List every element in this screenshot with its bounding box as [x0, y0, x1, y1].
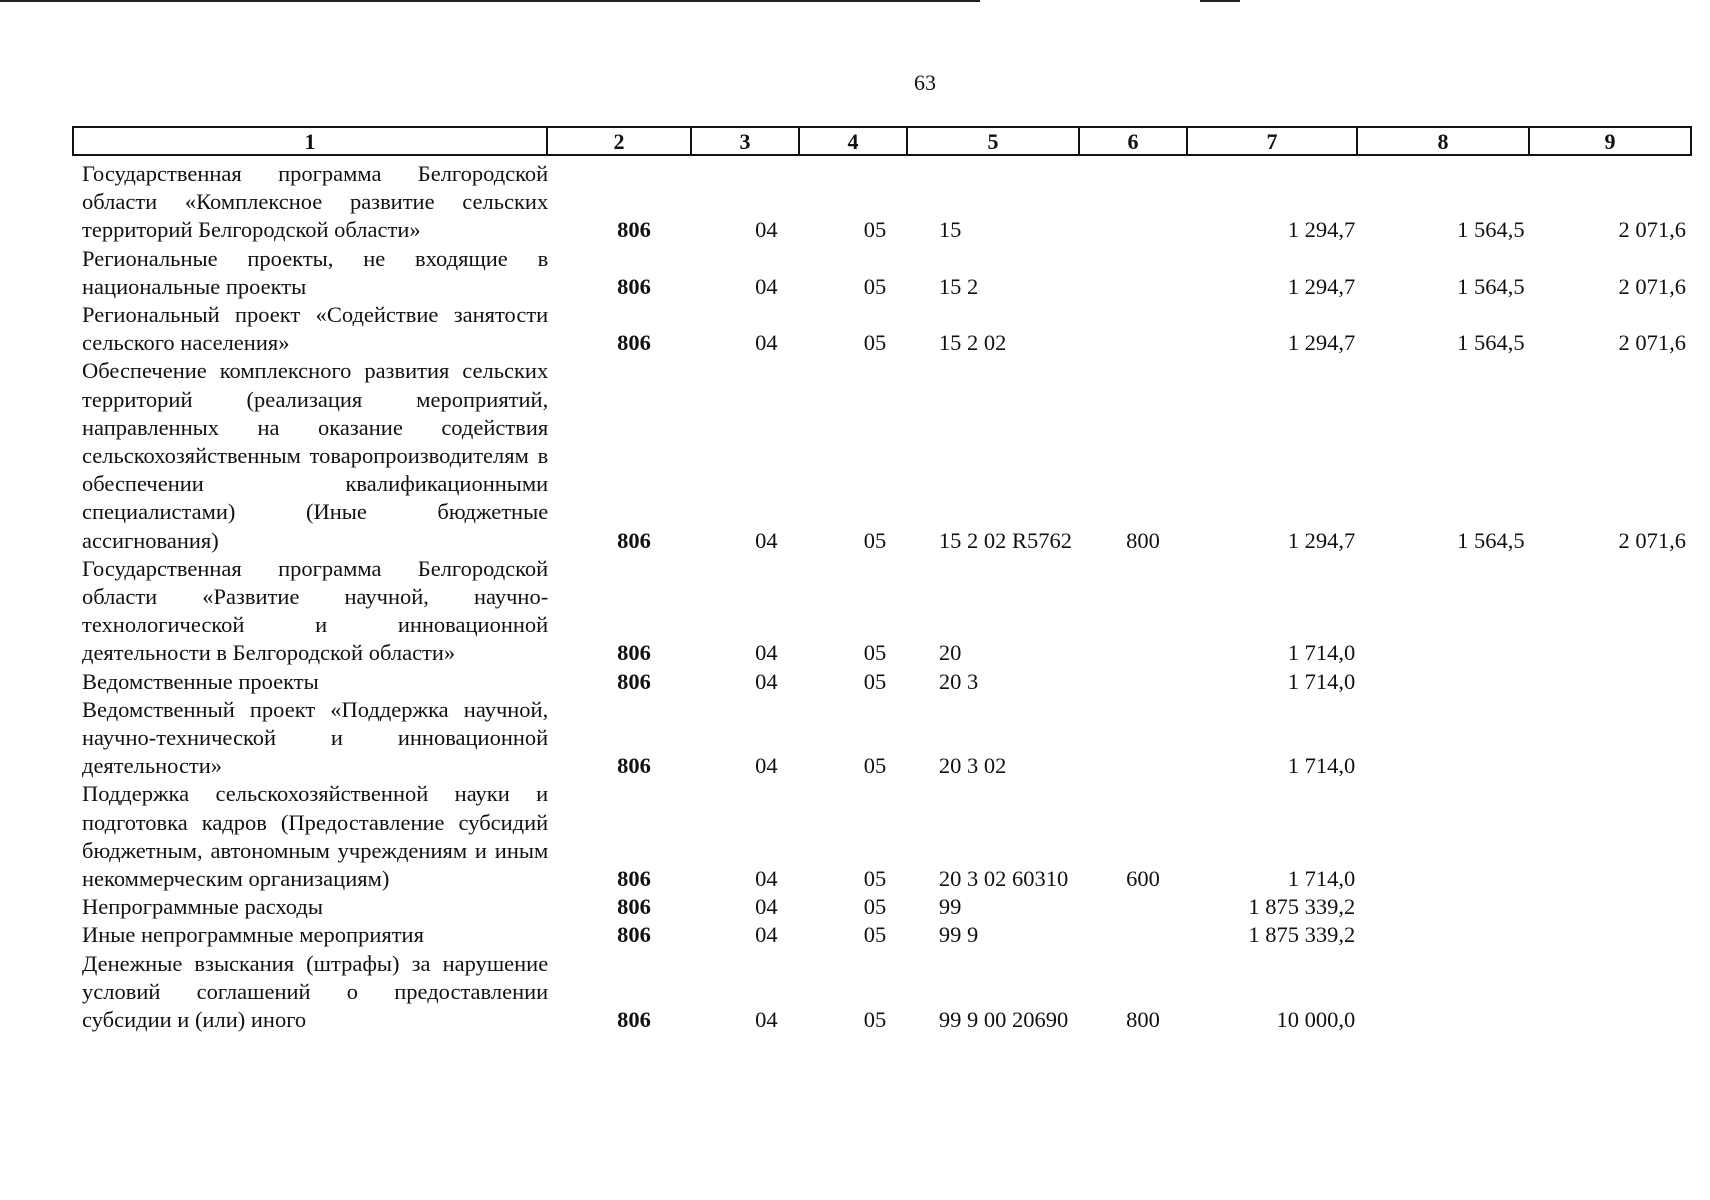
row-target-article: 99 9 00 20690	[938, 1007, 1069, 1033]
header-col-4: 4	[800, 128, 908, 154]
page-number: 63	[914, 70, 936, 95]
row-subsection: 05	[863, 273, 887, 299]
row-section: 04	[755, 1007, 778, 1033]
row-subsection: 05	[863, 217, 887, 243]
table-header-row	[72, 126, 1692, 156]
header-col-8: 8	[1358, 128, 1530, 154]
header-col-6: 6	[1080, 128, 1188, 154]
table-row	[72, 668, 1692, 696]
row-ved-code: 806	[617, 273, 651, 299]
row-section: 04	[755, 922, 778, 948]
row-name: Обеспечение комплексного развития сельских территорий (реализация мероприятий, направленных на оказание содействия сельскохозяйственным товаропроизводителям в обеспечении квалификационными специалистами) (Иные бюджетные ассигнования)	[82, 358, 549, 553]
table-row	[72, 780, 1692, 893]
row-ved-code: 806	[617, 1007, 651, 1033]
row-expense-type: 800	[1126, 1007, 1160, 1033]
row-target-article: 15 2 02	[938, 330, 1007, 356]
header-col-1: 1	[74, 128, 548, 154]
row-target-article: 99 9	[938, 922, 979, 948]
row-target-article: 20 3 02 60310	[938, 866, 1069, 892]
row-subsection: 05	[863, 922, 887, 948]
table-row	[72, 357, 1692, 554]
row-section: 04	[755, 668, 778, 694]
row-target-article: 15 2 02 R5762	[938, 527, 1072, 553]
table-row	[72, 555, 1692, 668]
row-amount-col8: 1 564,5	[1457, 217, 1525, 243]
row-section: 04	[755, 527, 778, 553]
header-col-5: 5	[908, 128, 1080, 154]
row-amount-col7: 1 294,7	[1287, 217, 1356, 243]
row-target-article: 20	[938, 640, 962, 666]
row-ved-code: 806	[617, 527, 651, 553]
row-name: Иные непрограммные мероприятия	[82, 922, 424, 948]
row-subsection: 05	[863, 640, 887, 666]
row-expense-type: 600	[1126, 866, 1160, 892]
header-col-3: 3	[692, 128, 800, 154]
row-amount-col7: 1 714,0	[1287, 668, 1356, 694]
row-amount-col8: 1 564,5	[1457, 527, 1525, 553]
row-amount-col7: 10 000,0	[1276, 1007, 1356, 1033]
row-ved-code: 806	[617, 866, 651, 892]
row-subsection: 05	[863, 1007, 887, 1033]
row-name: Региональный проект «Содействие занятости сельского населения»	[82, 302, 549, 356]
row-amount-col9: 2 071,6	[1618, 330, 1687, 356]
row-section: 04	[755, 330, 778, 356]
header-col-7: 7	[1188, 128, 1358, 154]
row-amount-col7: 1 875 339,2	[1248, 894, 1356, 920]
row-section: 04	[755, 217, 778, 243]
row-subsection: 05	[863, 668, 887, 694]
table-body	[72, 160, 1692, 1034]
row-name: Государственная программа Белгородской области «Комплексное развитие сельских территорий Белгородской области»	[82, 161, 549, 243]
row-amount-col7: 1 294,7	[1287, 273, 1356, 299]
row-amount-col9: 2 071,6	[1618, 527, 1687, 553]
row-name: Ведомственные проекты	[82, 668, 319, 694]
row-name: Ведомственный проект «Поддержка научной, научно-технической и инновационной деятельности»	[82, 696, 549, 779]
row-expense-type: 800	[1126, 527, 1160, 553]
row-name: Региональные проекты, не входящие в национальные проекты	[82, 245, 549, 299]
row-section: 04	[755, 894, 778, 920]
row-subsection: 05	[863, 527, 887, 553]
row-ved-code: 806	[617, 668, 651, 694]
row-amount-col8: 1 564,5	[1457, 330, 1525, 356]
row-subsection: 05	[863, 753, 887, 779]
row-section: 04	[755, 640, 778, 666]
row-ved-code: 806	[617, 753, 651, 779]
row-subsection: 05	[863, 330, 887, 356]
row-ved-code: 806	[617, 640, 651, 666]
row-subsection: 05	[863, 866, 887, 892]
row-amount-col8: 1 564,5	[1457, 273, 1525, 299]
row-target-article: 20 3	[938, 668, 979, 694]
row-amount-col7: 1 714,0	[1287, 753, 1356, 779]
scan-edge-line-right	[1200, 0, 1240, 2]
row-name: Государственная программа Белгородской области «Развитие научной, научно-технологической и инновационной деятельности в Белгородской области»	[82, 555, 549, 666]
row-target-article: 99	[938, 894, 962, 920]
row-amount-col7: 1 294,7	[1287, 330, 1356, 356]
row-name: Денежные взыскания (штрафы) за нарушение условий соглашений о предоставлении субсидии и (или) иного	[82, 950, 549, 1033]
table-row	[72, 696, 1692, 781]
header-col-2: 2	[548, 128, 692, 154]
scan-edge-line-left	[0, 0, 980, 2]
row-section: 04	[755, 273, 778, 299]
row-amount-col7: 1 714,0	[1287, 640, 1356, 666]
row-amount-col7: 1 875 339,2	[1248, 922, 1356, 948]
row-target-article: 15	[938, 217, 962, 243]
row-target-article: 20 3 02	[938, 753, 1007, 779]
row-ved-code: 806	[617, 217, 651, 243]
row-name: Поддержка сельскохозяйственной науки и подготовка кадров (Предоставление субсидий бюджетным, автономным учреждениям и иным некоммерческим организациям)	[82, 781, 549, 892]
row-amount-col9: 2 071,6	[1618, 273, 1687, 299]
table-row	[72, 893, 1692, 921]
row-amount-col7: 1 294,7	[1287, 527, 1356, 553]
row-amount-col7: 1 714,0	[1287, 866, 1356, 892]
row-amount-col9: 2 071,6	[1618, 217, 1687, 243]
table-row	[72, 160, 1692, 245]
row-ved-code: 806	[617, 922, 651, 948]
row-section: 04	[755, 753, 778, 779]
table-row	[72, 301, 1692, 357]
row-ved-code: 806	[617, 894, 651, 920]
row-subsection: 05	[863, 894, 887, 920]
table-row	[72, 245, 1692, 301]
row-target-article: 15 2	[938, 273, 979, 299]
row-section: 04	[755, 866, 778, 892]
row-ved-code: 806	[617, 330, 651, 356]
table-row	[72, 921, 1692, 949]
header-col-9: 9	[1604, 129, 1616, 154]
row-name: Непрограммные расходы	[82, 894, 323, 920]
table-row	[72, 950, 1692, 1035]
